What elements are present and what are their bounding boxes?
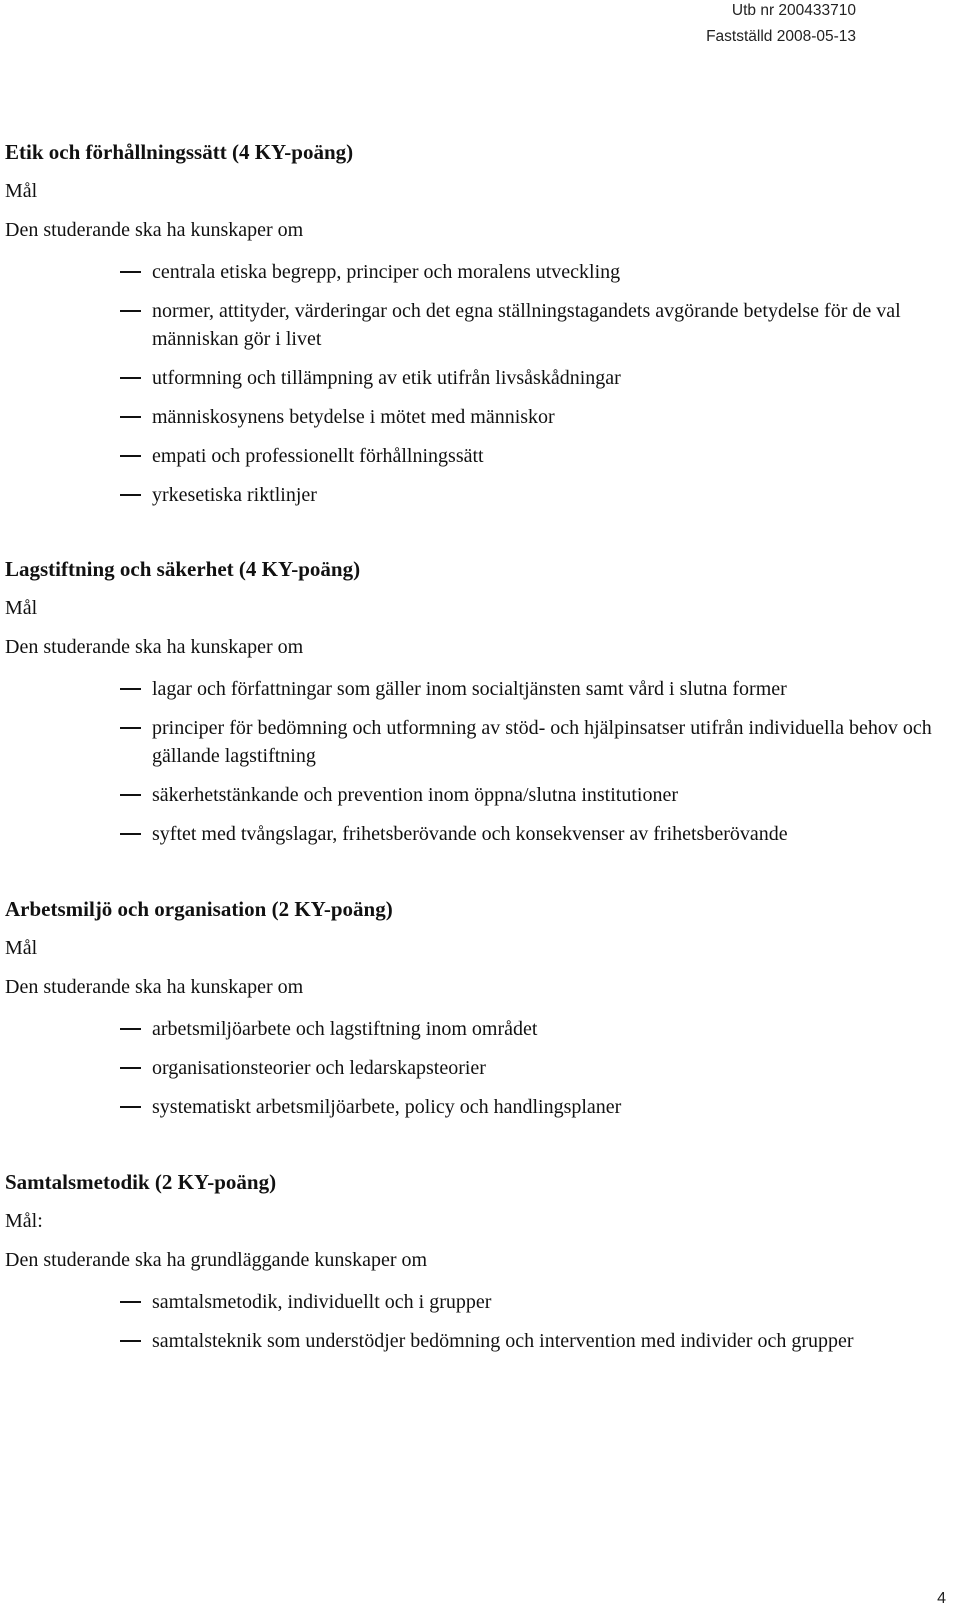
dash-bullet-icon	[120, 794, 141, 796]
section-intro: Den studerande ska ha kunskaper om	[5, 219, 304, 241]
section-title: Lagstiftning och säkerhet (4 KY-poäng)	[5, 557, 361, 581]
list-item: arbetsmiljöarbete och lagstiftning inom området	[5, 1015, 935, 1043]
list-item: empati och professionellt förhållningssätt	[5, 442, 935, 470]
section-item-list	[5, 258, 935, 520]
list-item: utformning och tillämpning av etik utifrån livsåskådningar	[5, 364, 935, 392]
dash-bullet-icon	[120, 1340, 141, 1342]
list-item: organisationsteorier och ledarskapsteorier	[5, 1054, 935, 1082]
dash-bullet-icon	[120, 310, 141, 312]
list-item: lagar och författningar som gäller inom socialtjänsten samt vård i slutna former	[5, 675, 935, 703]
section-goal-label: Mål	[5, 180, 38, 202]
section-intro: Den studerande ska ha kunskaper om	[5, 976, 304, 998]
list-item: centrala etiska begrepp, principer och moralens utveckling	[5, 258, 935, 286]
section-item-list	[5, 1015, 935, 1132]
section-item-list	[5, 675, 935, 859]
dash-bullet-icon	[120, 271, 141, 273]
list-item: systematiskt arbetsmiljöarbete, policy och handlingsplaner	[5, 1093, 935, 1121]
section-goal-label: Mål	[5, 597, 38, 619]
page-number: 4	[937, 1590, 946, 1607]
dash-bullet-icon	[120, 1106, 141, 1108]
dash-bullet-icon	[120, 416, 141, 418]
dash-bullet-icon	[120, 1301, 141, 1303]
dash-bullet-icon	[120, 1067, 141, 1069]
dash-bullet-icon	[120, 455, 141, 457]
section-title: Etik och förhållningssätt (4 KY-poäng)	[5, 140, 354, 164]
list-item: principer för bedömning och utformning av stöd- och hjälpinsatser utifrån individuella behov och gällande lagstiftning	[5, 714, 935, 770]
list-item: säkerhetstänkande och prevention inom öppna/slutna institutioner	[5, 781, 935, 809]
section-intro: Den studerande ska ha kunskaper om	[5, 636, 304, 658]
faststalld-date: Fastställd 2008-05-13	[706, 28, 856, 45]
section-item-list	[5, 1288, 935, 1366]
section-goal-label: Mål:	[5, 1210, 43, 1232]
list-item: samtalsteknik som understödjer bedömning och intervention med individer och grupper	[5, 1327, 935, 1355]
section-title: Arbetsmiljö och organisation (2 KY-poäng)	[5, 897, 393, 921]
dash-bullet-icon	[120, 1028, 141, 1030]
list-item: människosynens betydelse i mötet med människor	[5, 403, 935, 431]
section-title: Samtalsmetodik (2 KY-poäng)	[5, 1170, 277, 1194]
list-item: yrkesetiska riktlinjer	[5, 481, 935, 509]
list-item: syftet med tvångslagar, frihetsberövande och konsekvenser av frihetsberövande	[5, 820, 935, 848]
dash-bullet-icon	[120, 727, 141, 729]
utb-nr: Utb nr 200433710	[731, 2, 856, 19]
list-item: normer, attityder, värderingar och det egna ställningstagandets avgörande betydelse för de val människan gör i livet	[5, 297, 935, 353]
section-intro: Den studerande ska ha grundläggande kunskaper om	[5, 1249, 428, 1271]
dash-bullet-icon	[120, 494, 141, 496]
dash-bullet-icon	[120, 688, 141, 690]
dash-bullet-icon	[120, 833, 141, 835]
list-item: samtalsmetodik, individuellt och i grupper	[5, 1288, 935, 1316]
dash-bullet-icon	[120, 377, 141, 379]
section-goal-label: Mål	[5, 937, 38, 959]
